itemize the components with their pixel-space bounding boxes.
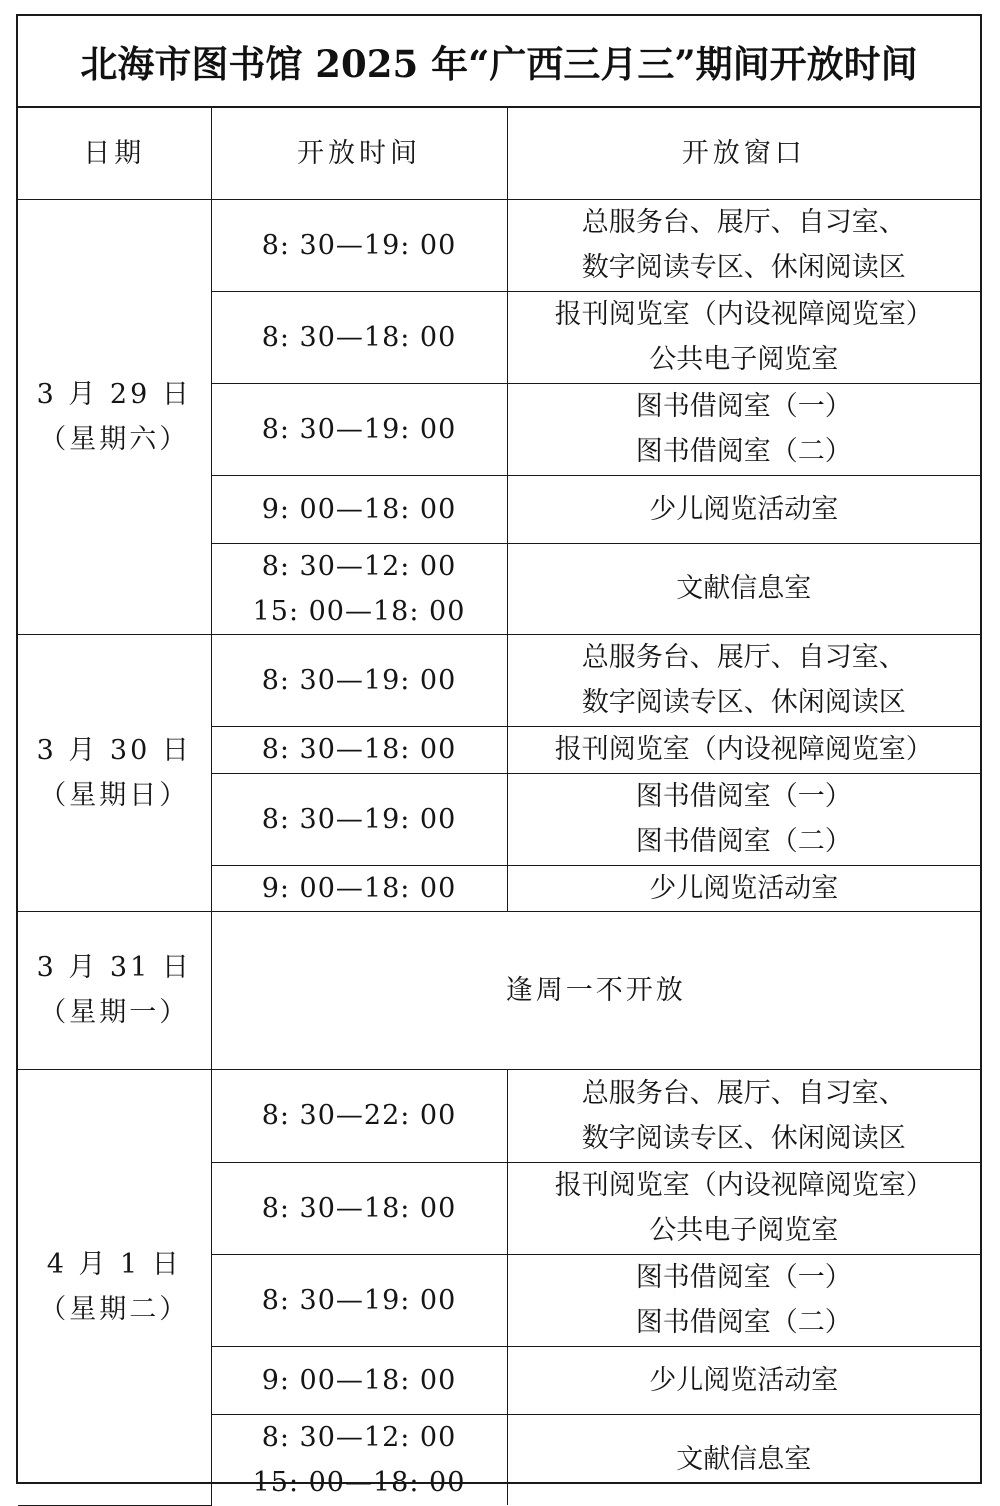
- cell-line: 图书借阅室（一）: [635, 391, 852, 422]
- windows-cell: [507, 1346, 980, 1414]
- windows-cell: [507, 773, 980, 865]
- table-row: [18, 199, 980, 291]
- cell-line: 数字阅读专区、休闲阅读区: [581, 252, 906, 283]
- hours-cell: [211, 1346, 507, 1414]
- hours-cell: [211, 1414, 507, 1505]
- cell-line: 8: 30—22: 00: [261, 1100, 457, 1131]
- date-cell: [18, 199, 211, 634]
- date-label: 3 月 30 日: [36, 734, 192, 766]
- windows-cell: [507, 475, 980, 543]
- table-row: [18, 911, 980, 1069]
- schedule-document: [16, 14, 982, 1498]
- cell-line: 15: 00—18: 00: [252, 595, 466, 627]
- table-header-row: [18, 108, 980, 199]
- weekday-label: （星期一）: [39, 997, 190, 1028]
- cell-line: 8: 30—19: 00: [261, 229, 457, 261]
- cell-line: 8: 30—18: 00: [261, 321, 457, 353]
- cell-line: 图书借阅室（二）: [635, 826, 852, 857]
- cell-line: 文献信息室: [676, 1444, 812, 1476]
- cell-line: 8: 30—18: 00: [261, 1192, 457, 1224]
- hours-cell: [211, 543, 507, 634]
- cell-line: 8: 30—12: 00: [261, 1421, 457, 1453]
- hours-cell: [211, 1069, 507, 1162]
- cell-line: 少儿阅览活动室: [649, 1364, 839, 1396]
- cell-line: 图书借阅室（二）: [635, 1307, 852, 1338]
- windows-cell: [507, 1069, 980, 1162]
- cell-line: 数字阅读专区、休闲阅读区: [581, 1122, 906, 1154]
- schedule-table: [18, 108, 980, 1506]
- cell-line: 总服务台、展厅、自习室、: [581, 207, 906, 238]
- windows-cell: [507, 199, 980, 291]
- weekday-label: （星期日）: [39, 779, 190, 811]
- page-title: 北海市图书馆 2025 年“广西三月三”期间开放时间: [18, 16, 980, 108]
- hours-cell: [211, 1162, 507, 1254]
- date-label: 3 月 29 日: [36, 378, 192, 410]
- cell-line: 报刊阅览室（内设视障阅览室）: [554, 1170, 933, 1201]
- hours-cell: [211, 291, 507, 383]
- date-cell: [18, 634, 211, 911]
- hours-cell: [211, 383, 507, 475]
- cell-line: 8: 30—19: 00: [261, 413, 457, 445]
- hours-cell: [211, 726, 507, 773]
- windows-cell: [507, 291, 980, 383]
- cell-line: 少儿阅览活动室: [649, 872, 839, 904]
- hours-cell: [211, 1254, 507, 1346]
- cell-line: 报刊阅览室（内设视障阅览室）: [554, 299, 933, 330]
- windows-cell: [507, 383, 980, 475]
- cell-line: 图书借阅室（一）: [635, 1262, 852, 1293]
- hours-cell: [211, 773, 507, 865]
- cell-line: 8: 30—19: 00: [261, 803, 457, 835]
- cell-line: 8: 30—19: 00: [261, 1284, 457, 1316]
- cell-line: 9: 00—18: 00: [261, 493, 457, 525]
- hours-cell: [211, 634, 507, 726]
- hours-cell: [211, 199, 507, 291]
- cell-line: 图书借阅室（一）: [635, 781, 852, 812]
- cell-line: 文献信息室: [676, 573, 812, 604]
- windows-cell: [507, 1162, 980, 1254]
- windows-cell: [507, 543, 980, 634]
- date-label: 4 月 1 日: [46, 1249, 182, 1280]
- weekday-label: （星期二）: [39, 1294, 190, 1325]
- header-date: 日期: [18, 108, 211, 199]
- windows-cell: [507, 1254, 980, 1346]
- windows-cell: [507, 634, 980, 726]
- cell-line: 公共电子阅览室: [649, 1215, 839, 1246]
- windows-cell: [507, 1414, 980, 1505]
- cell-line: 9: 00—18: 00: [261, 872, 457, 904]
- windows-cell: [507, 726, 980, 773]
- hours-cell: [211, 475, 507, 543]
- header-hours: 开放时间: [211, 108, 507, 199]
- cell-line: 15: 00—18: 00: [252, 1466, 466, 1498]
- cell-line: 图书借阅室（二）: [635, 436, 852, 467]
- date-cell: [18, 1069, 211, 1505]
- windows-cell: [507, 865, 980, 911]
- cell-line: 少儿阅览活动室: [649, 493, 839, 525]
- cell-line: 9: 00—18: 00: [261, 1364, 457, 1396]
- hours-cell: [211, 865, 507, 911]
- table-row: [18, 634, 980, 726]
- cell-line: 数字阅读专区、休闲阅读区: [581, 687, 906, 718]
- closed-notice: 逢周一不开放: [211, 911, 980, 1069]
- table-row: [18, 1069, 980, 1162]
- cell-line: 8: 30—12: 00: [261, 550, 457, 582]
- header-windows: 开放窗口: [507, 108, 980, 199]
- cell-line: 总服务台、展厅、自习室、: [581, 642, 906, 673]
- cell-line: 8: 30—19: 00: [261, 664, 457, 696]
- date-cell: [18, 911, 211, 1069]
- weekday-label: （星期六）: [39, 423, 190, 455]
- date-label: 3 月 31 日: [36, 952, 192, 983]
- cell-line: 报刊阅览室（内设视障阅览室）: [554, 734, 933, 765]
- cell-line: 总服务台、展厅、自习室、: [581, 1077, 906, 1109]
- cell-line: 8: 30—18: 00: [261, 734, 457, 765]
- cell-line: 公共电子阅览室: [649, 344, 839, 375]
